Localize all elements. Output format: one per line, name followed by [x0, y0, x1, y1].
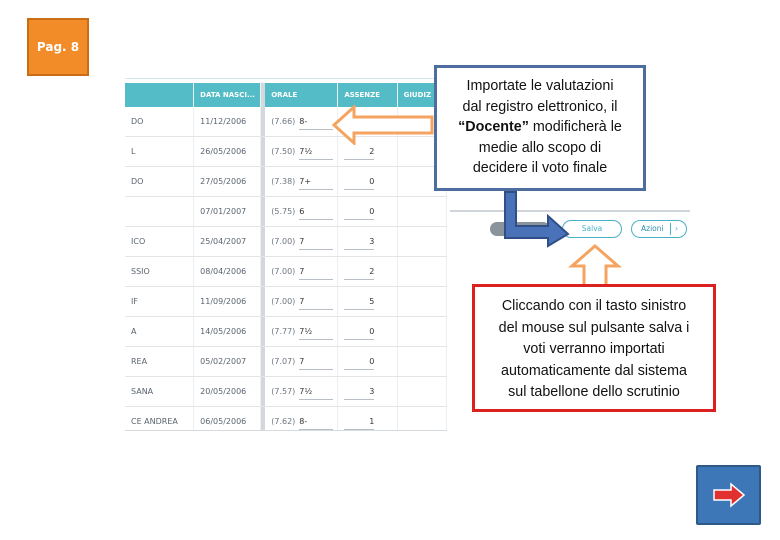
table-row: [125, 317, 447, 347]
average-value: (7.00): [271, 237, 296, 246]
column-header-giudizio: GIUDIZ: [398, 83, 447, 107]
table-row: [125, 197, 447, 227]
bent-arrow-down-icon: [500, 190, 572, 250]
student-name-cell: A: [125, 317, 194, 346]
absences-input[interactable]: 5: [344, 295, 374, 310]
table-row: [125, 377, 447, 407]
judgement-cell[interactable]: [398, 257, 447, 286]
student-name-cell: CE ANDREA: [125, 407, 194, 431]
student-name-cell: IF: [125, 287, 194, 316]
judgement-cell[interactable]: [398, 347, 447, 376]
average-value: (7.66): [271, 117, 296, 126]
arrow-right-icon: [712, 482, 746, 508]
table-body: [125, 107, 447, 431]
column-header-birthdate: DATA NASCI...: [194, 83, 261, 107]
judgement-cell[interactable]: [398, 197, 447, 226]
vote-input[interactable]: 8-: [299, 115, 333, 130]
table-row: [125, 227, 447, 257]
birthdate-cell: 08/04/2006: [194, 257, 261, 286]
birthdate-cell: 14/05/2006: [194, 317, 261, 346]
vote-input[interactable]: 7: [299, 295, 333, 310]
birthdate-cell: 07/01/2007: [194, 197, 261, 226]
orale-cell: [265, 287, 338, 316]
column-header-name: [125, 83, 194, 107]
average-value: (7.77): [271, 327, 296, 336]
absences-cell: [338, 227, 397, 256]
actions-button[interactable]: [631, 220, 687, 238]
student-name-cell: DO: [125, 107, 194, 136]
callout-save-line-3: voti verranno importati: [523, 341, 665, 357]
orale-cell: [265, 107, 338, 136]
vote-input[interactable]: 7½: [299, 385, 333, 400]
orale-cell: [265, 377, 338, 406]
average-value: (7.00): [271, 267, 296, 276]
average-value: (5.75): [271, 207, 296, 216]
absences-cell: [338, 407, 397, 431]
birthdate-cell: 25/04/2007: [194, 227, 261, 256]
absences-input[interactable]: 2: [344, 145, 374, 160]
import-grades-callout: [434, 65, 646, 191]
absences-cell: [338, 257, 397, 286]
student-name-cell: SANA: [125, 377, 194, 406]
orale-cell: [265, 167, 338, 196]
callout-import-line-3: [437, 117, 643, 138]
orale-cell: [265, 227, 338, 256]
table-header: [125, 83, 447, 107]
callout-import-line-2: dal registro elettronico, il: [462, 98, 618, 115]
judgement-cell[interactable]: [398, 317, 447, 346]
callout-save-line-2: del mouse sul pulsante salva i: [498, 319, 690, 336]
orale-cell: [265, 407, 338, 431]
page-number-badge: [27, 18, 89, 76]
absences-cell: [338, 347, 397, 376]
absences-input[interactable]: 0: [344, 175, 374, 190]
judgement-cell[interactable]: [398, 287, 447, 316]
birthdate-cell: 05/02/2007: [194, 347, 261, 376]
table-row: [125, 287, 447, 317]
actions-button-label: Azioni: [641, 224, 664, 233]
birthdate-cell: 06/05/2006: [194, 407, 261, 431]
birthdate-cell: 26/05/2006: [194, 137, 261, 166]
absences-input[interactable]: 0: [344, 355, 374, 370]
student-name-cell: [125, 197, 194, 226]
table-row: [125, 167, 447, 197]
callout-import-line-1: Importate le valutazioni: [466, 78, 614, 94]
save-button[interactable]: Salva: [562, 220, 622, 238]
absences-cell: [338, 317, 397, 346]
callout-import-line-4: medie allo scopo di: [478, 139, 602, 156]
judgement-cell[interactable]: [398, 227, 447, 256]
judgement-cell[interactable]: [398, 377, 447, 406]
student-name-cell: ICO: [125, 227, 194, 256]
next-page-button[interactable]: [696, 465, 761, 525]
absences-input[interactable]: 0: [344, 205, 374, 220]
vote-input[interactable]: 7: [299, 265, 333, 280]
average-value: (7.00): [271, 297, 296, 306]
birthdate-cell: 27/05/2006: [194, 167, 261, 196]
table-row: [125, 257, 447, 287]
average-value: (7.57): [271, 387, 296, 396]
vote-input[interactable]: 7½: [299, 145, 333, 160]
student-name-cell: SSIO: [125, 257, 194, 286]
absences-cell: [338, 377, 397, 406]
orale-cell: [265, 137, 338, 166]
vote-input[interactable]: 6: [299, 205, 333, 220]
vote-input[interactable]: 7½: [299, 325, 333, 340]
table-row: [125, 347, 447, 377]
hollow-arrow-left-icon: [332, 105, 434, 145]
absences-input[interactable]: 2: [344, 265, 374, 280]
save-instruction-callout: [472, 284, 716, 412]
judgement-cell[interactable]: [398, 407, 447, 431]
absences-input[interactable]: 0: [344, 325, 374, 340]
absences-input[interactable]: 1: [344, 415, 374, 430]
absences-cell: [338, 197, 397, 226]
student-name-cell: REA: [125, 347, 194, 376]
vote-input[interactable]: 7: [299, 235, 333, 250]
average-value: (7.38): [271, 177, 296, 186]
average-value: (7.62): [271, 417, 296, 426]
average-value: (7.50): [271, 147, 296, 156]
chevron-down-icon: ›: [675, 224, 679, 233]
column-header-orale: ORALE: [265, 83, 338, 107]
callout-import-line-3-rest: modificherà le: [528, 119, 622, 135]
student-name-cell: DO: [125, 167, 194, 196]
actions-divider: [670, 223, 671, 235]
column-header-assenze: ASSENZE: [338, 83, 397, 107]
absences-input[interactable]: 3: [344, 235, 374, 250]
absences-input[interactable]: 3: [344, 385, 374, 400]
orale-cell: [265, 317, 338, 346]
callout-save-line-4: automaticamente dal sistema: [501, 362, 687, 379]
average-value: (7.07): [271, 357, 296, 366]
page-number-label: Pag. 8: [36, 40, 80, 54]
absences-cell: [338, 167, 397, 196]
birthdate-cell: 20/05/2006: [194, 377, 261, 406]
callout-import-line-5: decidere il voto finale: [472, 160, 608, 176]
birthdate-cell: 11/12/2006: [194, 107, 261, 136]
vote-input[interactable]: 8-: [299, 415, 333, 430]
student-name-cell: L: [125, 137, 194, 166]
callout-save-line-1: Cliccando con il tasto sinistro: [501, 298, 687, 314]
orale-cell: [265, 347, 338, 376]
orale-cell: [265, 197, 338, 226]
vote-input[interactable]: 7+: [299, 175, 333, 190]
docente-keyword: “Docente”: [458, 119, 529, 135]
table-row: [125, 407, 447, 431]
orale-cell: [265, 257, 338, 286]
birthdate-cell: 11/09/2006: [194, 287, 261, 316]
absences-cell: [338, 287, 397, 316]
callout-save-line-5: sul tabellone dello scrutinio: [508, 384, 680, 400]
vote-input[interactable]: 7: [299, 355, 333, 370]
